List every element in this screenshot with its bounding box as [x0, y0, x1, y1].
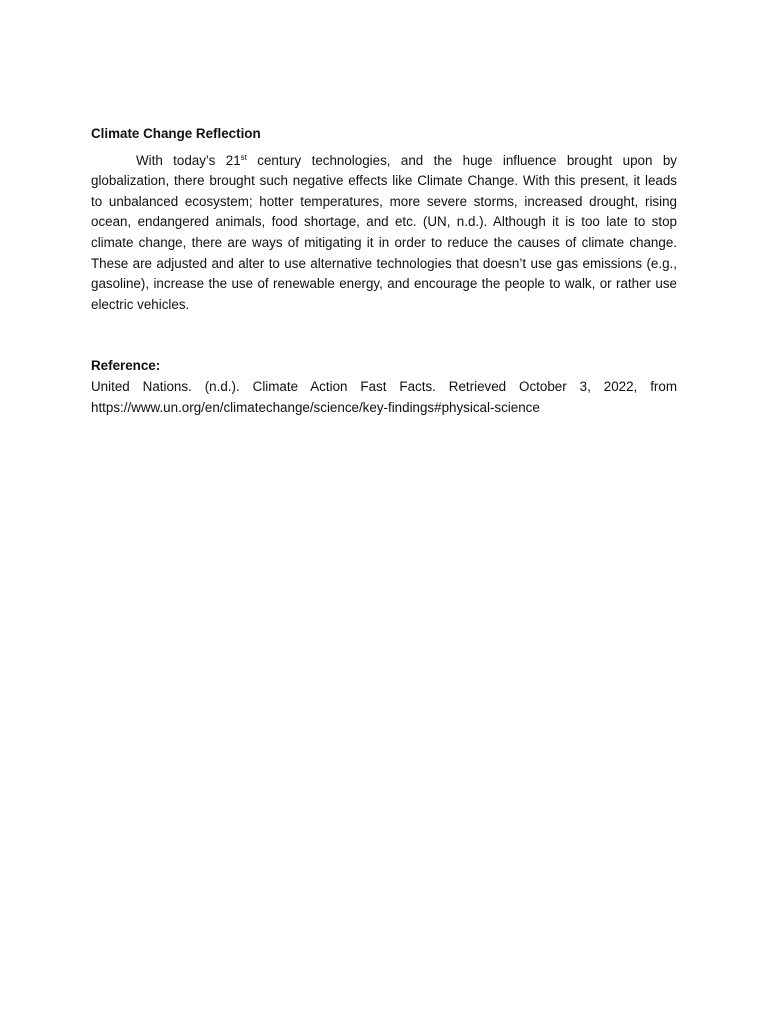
document-title: Climate Change Reflection: [91, 126, 261, 141]
reference-heading: Reference:: [91, 358, 161, 374]
body-paragraph: [91, 151, 677, 316]
body-paragraph-part2: century technologies, and the huge influence brought upon by globalization, there brought such negative effects like Climate Change. With this present, it leads to unbalanced ecosystem; hotter temperatures, more severe storms, increased drought, rising ocean, endangered animals, food shortage, and etc. (UN, n.d.). Although it is too late to stop climate change, there are ways of mitigating it in order to reduce the causes of climate change. These are adjusted and alter to use alternative technologies that doesn’t use gas emissions (e.g., gasoline), increase the use of renewable energy, and encourage the people to walk, or rather use electric vehicles.: [91, 152, 677, 312]
body-paragraph-part1: With today’s 21: [136, 152, 241, 168]
ordinal-superscript: st: [240, 152, 247, 162]
reference-entry: United Nations. (n.d.). Climate Action Fast Facts. Retrieved October 3, 2022, from https://www.un.org/en/climatechange/science/key-findings#physical-science: [91, 378, 677, 415]
document-content: [91, 124, 677, 418]
